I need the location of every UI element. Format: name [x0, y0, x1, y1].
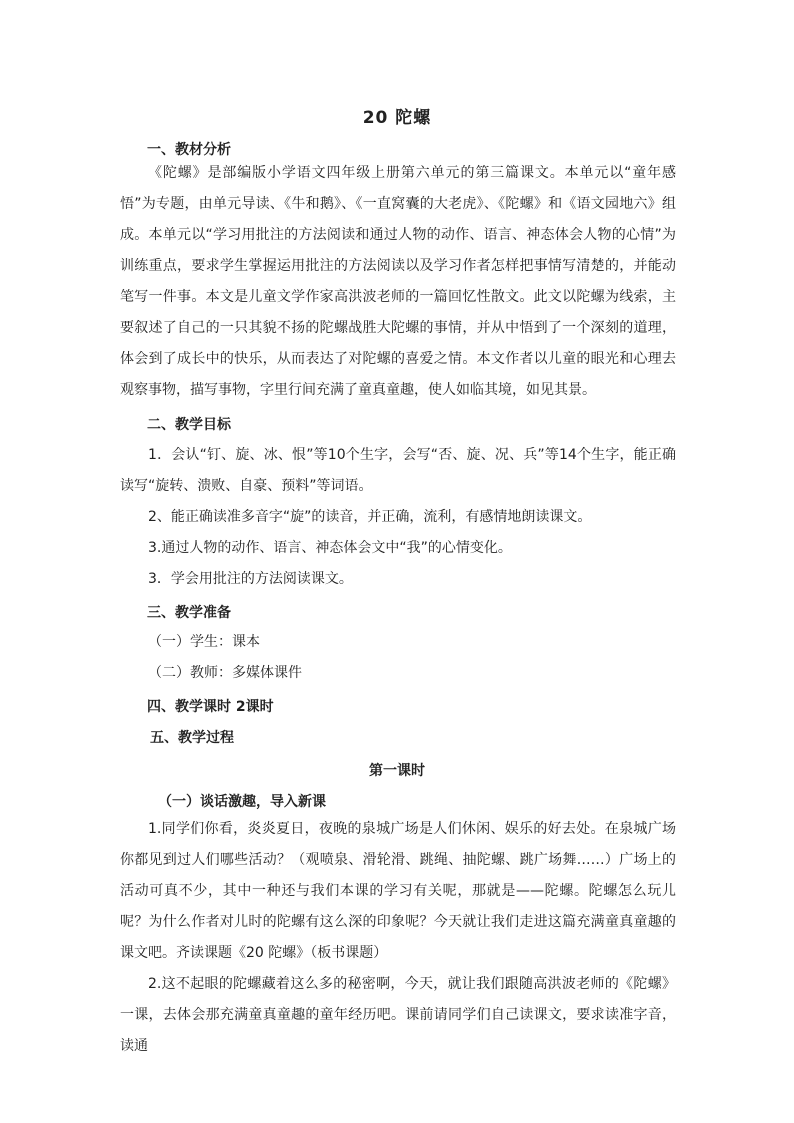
section-heading-preparation: 三、教学准备 — [147, 605, 231, 621]
lesson-title: 第一课时 — [369, 763, 425, 779]
goal-item-1: 1．会认“钉、旋、冰、恨”等10个生字，会写“否、旋、况、兵”等14个生字，能正确读写“旋转、溃败、自豪、预料”等词语。 — [120, 447, 676, 494]
step-heading-intro: （一）谈话激趣，导入新课 — [158, 794, 326, 810]
intro-paragraph-2: 2.这不起眼的陀螺藏着这么多的秘密啊，今天，就让我们跟随高洪波老师的《陀螺》一课，去体会那充满童真童趣的童年经历吧。课前请同学们自己读课文，要求读准字音，读通 — [120, 976, 676, 1054]
section-heading-process: 五、教学过程 — [150, 730, 234, 746]
section-heading-hours: 四、教学课时 2课时 — [147, 699, 274, 715]
goal-item-3: 3.通过人物的动作、语言、神态体会文中“我”的心情变化。 — [148, 540, 512, 556]
document-title: 20 陀螺 — [362, 108, 432, 128]
goal-item-4: 3．学会用批注的方法阅读课文。 — [148, 571, 353, 587]
section-heading-goals: 二、教学目标 — [147, 417, 231, 433]
preparation-item-teacher: （二）教师：多媒体课件 — [148, 665, 302, 681]
preparation-item-students: （一）学生：课本 — [148, 634, 260, 650]
section-heading-analysis: 一、教材分析 — [147, 142, 231, 158]
goal-item-2: 2、能正确读准多音字“旋”的读音，并正确，流利，有感情地朗读课文。 — [148, 509, 592, 525]
analysis-paragraph: 《陀螺》是部编版小学语文四年级上册第六单元的第三篇课文。本单元以“童年感悟”为专题，由单元导读、《牛和鹅》、《一直窝囊的大老虎》、《陀螺》和《语文园地六》组成。本单元以“学习用批注的方法阅读和通过人物的动作、语言、神态体会人物的心情”为训练重点，要求学生掌握运用批注的方法阅读以及学习作者怎样把事情写清楚的，并能动笔写一件事。本文是儿童文学作家高洪波老师的一篇回忆性散文。此文以陀螺为线索，主要叙述了自己的一只其貌不扬的陀螺战胜大陀螺的事情，并从中悟到了一个深刻的道理，体会到了成长中的快乐，从而表达了对陀螺的喜爱之情。本文作者以儿童的眼光和心理去观察事物，描写事物，字里行间充满了童真童趣，使人如临其境，如见其景。 — [120, 165, 676, 398]
intro-paragraph-1: 1.同学们你看，炎炎夏日，夜晚的泉城广场是人们休闲、娱乐的好去处。在泉城广场你都见到过人们哪些活动？（观喷泉、滑轮滑、跳绳、抽陀螺、跳广场舞……）广场上的活动可真不少，其中一种还与我们本课的学习有关呢，那就是——陀螺。陀螺怎么玩儿呢？为什么作者对儿时的陀螺有这么深的印象呢？今天就让我们走进这篇充满童真童趣的课文吧。齐读课题《20 陀螺》（板书课题） — [120, 821, 676, 961]
